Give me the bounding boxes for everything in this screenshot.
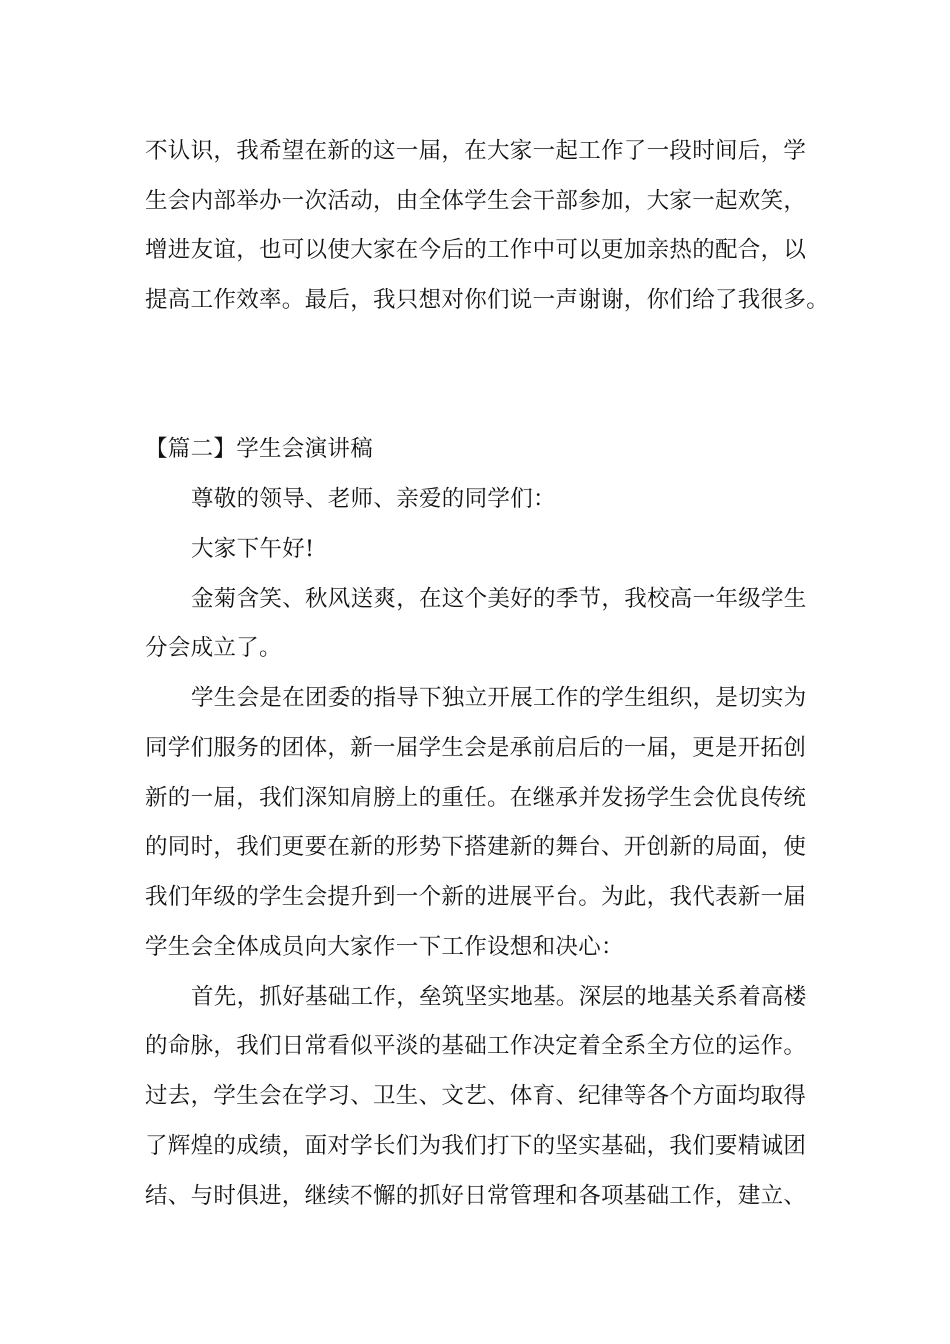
paragraph-line: 的命脉，我们日常看似平淡的基础工作决定着全系全方位的运作。 [145, 1033, 807, 1059]
paragraph-line: 首先，抓好基础工作，垒筑坚实地基。深层的地基关系着高楼 [191, 984, 807, 1010]
paragraph-line: 结、与时俱进，继续不懈的抓好日常管理和各项基础工作，建立、 [145, 1183, 807, 1209]
paragraph-line: 了辉煌的成绩，面对学长们为我们打下的坚实基础，我们要精诚团 [145, 1133, 807, 1159]
greeting: 大家下午好! [191, 536, 315, 562]
paragraph-line: 提高工作效率。最后，我只想对你们说一声谢谢，你们给了我很多。 [145, 287, 830, 313]
paragraph-line: 我们年级的学生会提升到一个新的进展平台。为此，我代表新一届 [145, 884, 807, 910]
paragraph-line: 同学们服务的团体，新一届学生会是承前启后的一届，更是开拓创 [145, 735, 807, 761]
paragraph-line: 增进友谊，也可以使大家在今后的工作中可以更加亲热的配合，以 [145, 237, 807, 263]
section-title: 【篇二】学生会演讲稿 [145, 436, 374, 462]
paragraph-line: 生会内部举办一次活动，由全体学生会干部参加，大家一起欢笑， [145, 188, 807, 214]
salutation: 尊敬的领导、老师、亲爱的同学们： [191, 486, 556, 512]
paragraph-line: 分会成立了。 [145, 635, 282, 661]
paragraph-line: 学生会全体成员向大家作一下工作设想和决心： [145, 934, 624, 960]
paragraph-line: 过去，学生会在学习、卫生、文艺、体育、纪律等各个方面均取得 [145, 1083, 807, 1109]
paragraph-line: 不认识，我希望在新的这一届，在大家一起工作了一段时间后，学 [145, 138, 807, 164]
paragraph-line: 学生会是在团委的指导下独立开展工作的学生组织，是切实为 [191, 685, 807, 711]
paragraph-line: 的同时，我们更要在新的形势下搭建新的舞台、开创新的局面，使 [145, 834, 807, 860]
paragraph-line: 金菊含笑、秋风送爽，在这个美好的季节，我校高一年级学生 [191, 586, 807, 612]
paragraph-line: 新的一届，我们深知肩膀上的重任。在继承并发扬学生会优良传统 [145, 785, 807, 811]
